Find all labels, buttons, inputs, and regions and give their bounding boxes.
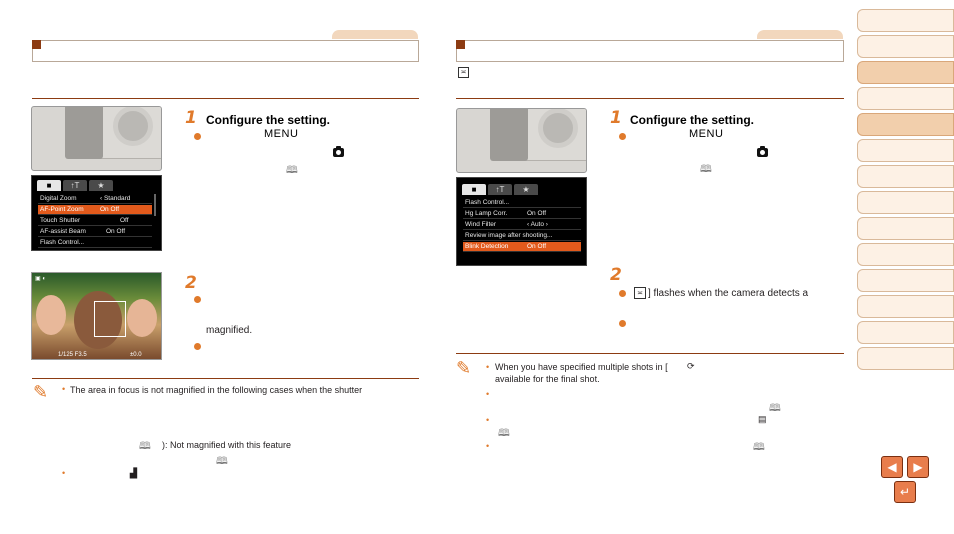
drive-mode-icon: ▤ <box>758 414 767 424</box>
right-note-rule <box>456 353 844 354</box>
sidebar-tab[interactable] <box>857 269 954 292</box>
right-menu-screen <box>456 177 587 266</box>
blink-icon: ≍ <box>458 67 469 78</box>
sidebar-tab[interactable] <box>857 191 954 214</box>
menu-row: Wind Filter ‹ Auto › <box>463 220 581 230</box>
sidebar-tab[interactable] <box>857 139 954 162</box>
menu-row: Flash Control... <box>463 198 581 208</box>
step1-number: 1 <box>185 108 197 128</box>
menu-row-selected: AF-Point Zoom On Off <box>38 205 152 215</box>
note-text: When you have specified multiple shots in [ <box>495 362 668 372</box>
bullet <box>619 290 626 297</box>
book-icon: 🕮 <box>498 428 510 439</box>
camera-tab-icon <box>757 148 768 157</box>
right-header-tab <box>757 30 843 39</box>
setup-tab: ↑T <box>488 184 512 195</box>
book-icon: 🕮 <box>769 403 781 414</box>
camera-tab-icon <box>333 148 344 157</box>
sidebar-tab-active[interactable] <box>857 113 954 136</box>
back-button[interactable]: ↵ <box>894 481 916 503</box>
left-section-rule <box>32 98 419 99</box>
right-section-rule <box>456 98 844 99</box>
shooting-tab: ■ <box>462 184 486 195</box>
step2-number: 2 <box>610 265 622 285</box>
sidebar-tab[interactable] <box>857 347 954 370</box>
menu-row: AF-assist Beam On Off <box>38 227 152 237</box>
sidebar-tab[interactable] <box>857 243 954 266</box>
book-icon: 🕮 <box>216 456 228 467</box>
note-text: available for the final shot. <box>495 374 600 384</box>
note-text: The area in focus is not magnified in the following cases when the shutter <box>70 385 363 395</box>
left-header-tab <box>332 30 418 39</box>
right-camera-photo <box>456 108 587 173</box>
menu-button-word: MENU <box>689 128 724 140</box>
menu-row: Hg Lamp Corr. On Off <box>463 209 581 219</box>
sidebar-tab[interactable] <box>857 321 954 344</box>
left-children-photo: ▣ ◐ 1/125 F3.5 ±0.0 <box>31 272 162 360</box>
mymenu-tab: ★ <box>89 180 113 191</box>
step1-number: 1 <box>610 108 622 128</box>
menu-tabs <box>462 184 540 196</box>
right-title-box <box>456 40 844 62</box>
left-note-rule <box>32 378 419 379</box>
menu-row: Digital Zoom ‹ Standard <box>38 194 152 204</box>
bullet <box>619 133 626 140</box>
menu-button-word: MENU <box>264 128 299 140</box>
sidebar-tab[interactable] <box>857 9 954 32</box>
pencil-icon: ✎ <box>33 382 49 402</box>
menu-row: Touch Shutter Off <box>38 216 152 226</box>
pencil-icon: ✎ <box>456 358 472 378</box>
step2-text: magnified. <box>206 325 253 336</box>
mymenu-tab: ★ <box>514 184 538 195</box>
book-icon: 🕮 <box>139 441 151 452</box>
book-icon: 🕮 <box>286 165 298 176</box>
step2-number: 2 <box>185 273 197 293</box>
menu-row: Flash Control... <box>38 238 152 248</box>
continuous-icon: ⟳ <box>687 361 695 371</box>
blink-icon: ≍ <box>634 287 646 299</box>
mode-icon: ▟ <box>130 468 137 478</box>
prev-page-button[interactable]: ◀ <box>881 456 903 478</box>
book-icon: 🕮 <box>753 442 765 453</box>
sidebar-tab[interactable] <box>857 87 954 110</box>
bullet <box>619 320 626 327</box>
step1-heading: Configure the setting. <box>206 113 330 127</box>
shooting-tab: ■ <box>37 180 61 191</box>
sidebar-tab[interactable] <box>857 35 954 58</box>
left-camera-photo <box>31 106 162 171</box>
bullet <box>194 133 201 140</box>
menu-row: Review image after shooting... <box>463 231 581 241</box>
menu-tabs <box>37 180 115 192</box>
bullet <box>194 296 201 303</box>
note-text: ): Not magnified with this feature <box>162 440 292 450</box>
af-frame <box>94 301 126 337</box>
setup-tab: ↑T <box>63 180 87 191</box>
next-page-button[interactable]: ▶ <box>907 456 929 478</box>
left-title-box <box>32 40 419 62</box>
book-icon: 🕮 <box>700 164 712 175</box>
sidebar-tab[interactable] <box>857 295 954 318</box>
step1-heading: Configure the setting. <box>630 113 754 127</box>
bullet <box>194 343 201 350</box>
sidebar-tab[interactable] <box>857 165 954 188</box>
menu-row-selected: Blink Detection On Off <box>463 242 581 252</box>
sidebar-tab[interactable] <box>857 217 954 240</box>
sidebar-tab-active[interactable] <box>857 61 954 84</box>
step2-text: ] flashes when the camera detects a <box>648 288 809 299</box>
left-menu-screen <box>31 175 162 251</box>
